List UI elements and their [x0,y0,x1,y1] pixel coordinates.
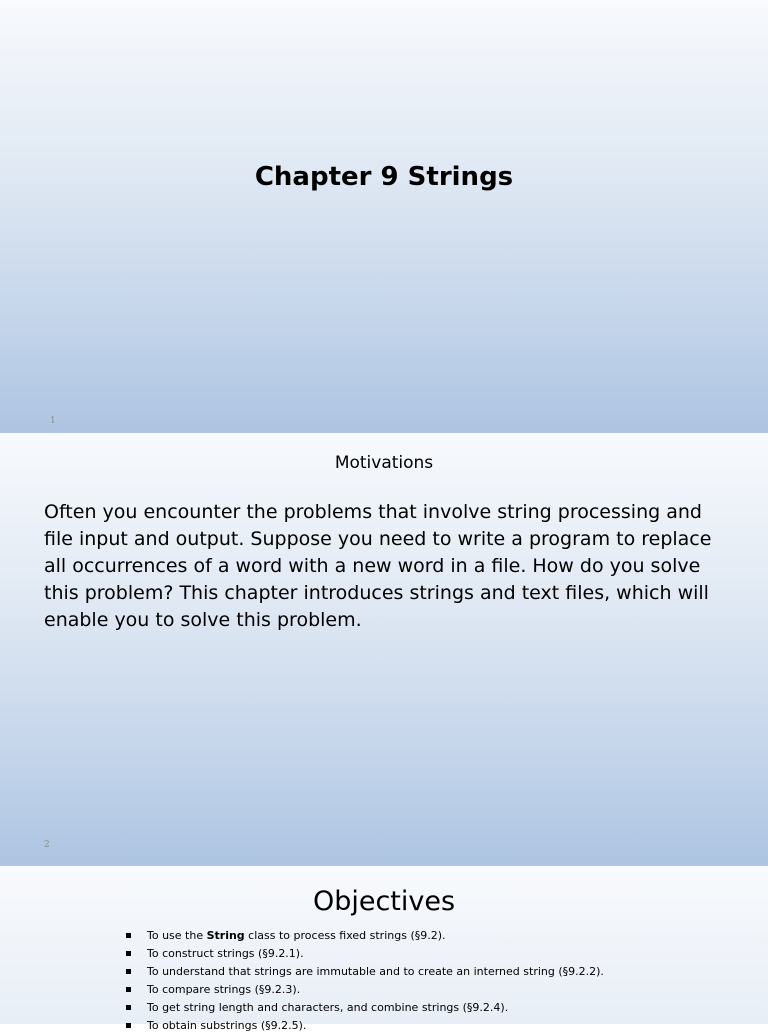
objective-text: To use the [147,929,207,942]
objective-item [126,981,604,999]
objective-text: To construct strings (§9.2.1). [147,947,304,960]
objective-item [126,945,604,963]
objective-text: To get string length and characters, and combine strings (§9.2.4). [147,1001,509,1014]
objective-text: To understand that strings are immutable and to create an interned string (§9.2.2). [147,965,604,978]
objective-item [126,927,604,945]
slide-2-body: Often you encounter the problems that involve string processing and file input and output. Suppose you need to write a program to replace all occurrences of a word with a new word in a file. How do you solve this problem? This chapter introduces strings and text files, which will enable you to solve this problem. [44,501,712,631]
slide-1-title: Chapter 9 Strings [254,162,514,192]
slide-1-number: 1 [50,416,56,426]
slide-3 [0,866,768,1032]
bullet-icon [126,987,131,992]
objective-text: To obtain substrings (§9.2.5). [147,1019,307,1032]
objective-item [126,963,604,981]
objective-text: To compare strings (§9.2.3). [147,983,301,996]
slide-2 [0,433,768,866]
objective-item [126,1017,604,1035]
objective-text: class to process fixed strings (§9.2). [244,929,446,942]
bullet-icon [126,933,131,938]
slide-2-heading: Motivations [334,453,434,473]
slide-2-number: 2 [44,840,50,850]
objective-item [126,999,604,1017]
objectives-list [126,927,604,1035]
bullet-icon [126,969,131,974]
bullet-icon [126,1023,131,1028]
bullet-icon [126,951,131,956]
slide-1 [0,0,768,433]
slide-3-title: Objectives [312,886,456,917]
bullet-icon [126,1005,131,1010]
objective-keyword: String [206,929,245,942]
